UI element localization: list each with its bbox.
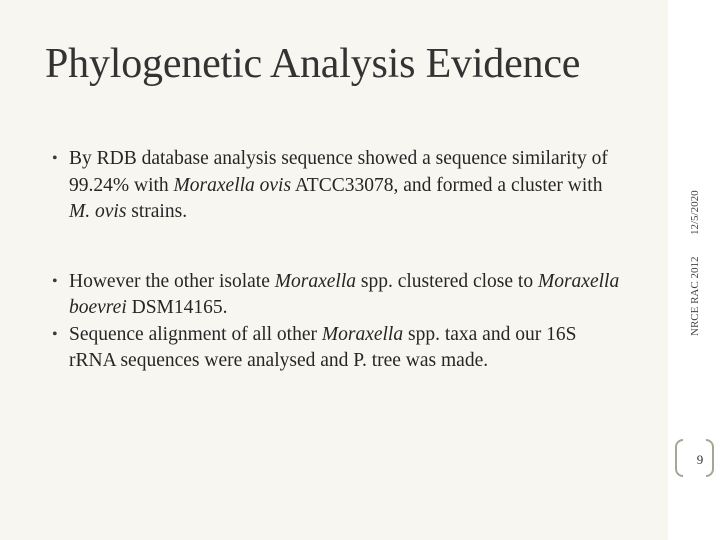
italic-text-run: Moraxella ovis (173, 174, 292, 196)
text-run: strains. (126, 201, 188, 222)
footer-date: 12/5/2020 (689, 190, 701, 235)
text-run: By RDB database analysis sequence showed a sequence similarity of 99.24% with (69, 148, 608, 196)
italic-text-run: Moraxella boevrei (69, 270, 620, 318)
text-run: DSM14165. (126, 297, 228, 318)
text-run: spp. clustered close to (356, 270, 538, 292)
text-run: However the other isolate (69, 270, 275, 292)
slide-number: 9 (696, 452, 704, 467)
italic-text-run: Moraxella (274, 270, 356, 292)
text-run: Sequence alignment of all other (69, 323, 322, 345)
slide-title: Phylogenetic Analysis Evidence (45, 41, 581, 87)
bullet-item (52, 322, 627, 375)
bullet-item (52, 269, 627, 322)
bullet-list (52, 146, 627, 375)
italic-text-run: Moraxella (321, 323, 404, 345)
bullet-item (52, 146, 627, 226)
text-run: spp. taxa and our 16S rRNA sequences were analysed and P. tree was made. (69, 323, 577, 371)
footer-organization: NRCE RAC 2012 (689, 256, 701, 336)
italic-text-run: M. ovis (69, 201, 127, 222)
text-run: ATCC33078, and formed a cluster with (291, 174, 603, 196)
